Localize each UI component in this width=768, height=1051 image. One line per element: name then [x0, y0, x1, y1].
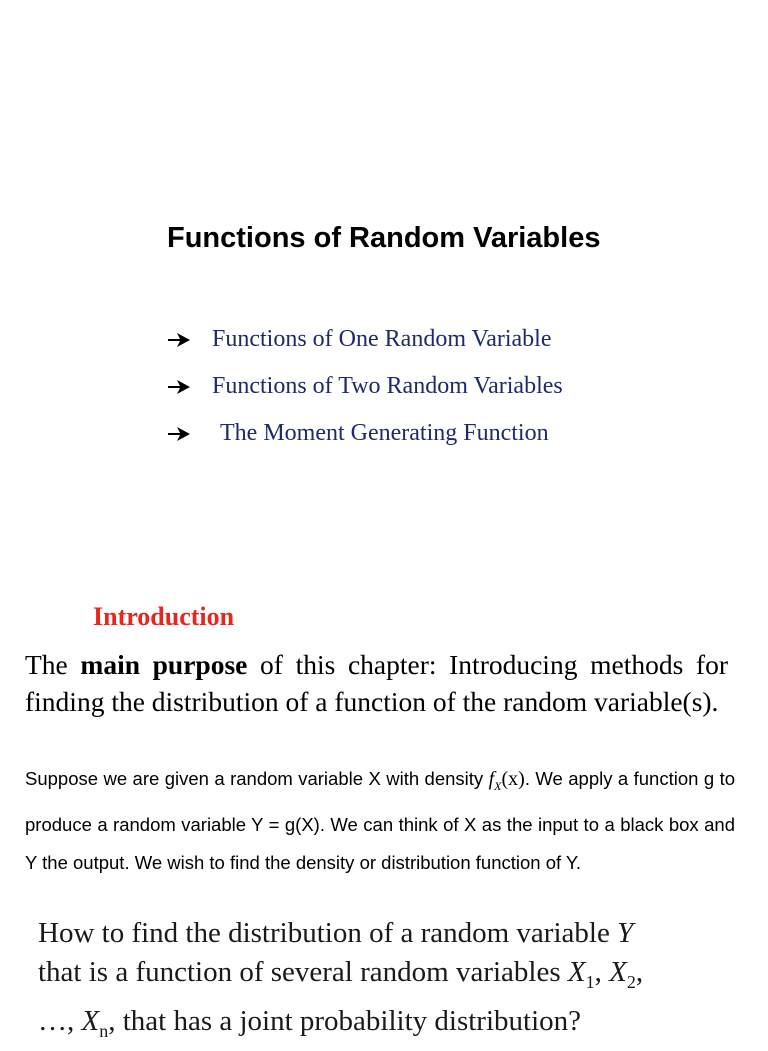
density-formula: [488, 768, 525, 793]
question-var-x2: X: [609, 956, 627, 988]
arrow-bullet-icon: [168, 380, 190, 394]
question-sub-2: 2: [626, 971, 636, 992]
question-comma-2: ,: [108, 1004, 116, 1037]
density-arg: (x): [501, 768, 525, 790]
purpose-paragraph: [25, 646, 728, 720]
purpose-bold: main purpose: [80, 649, 248, 680]
list-item: [168, 410, 563, 457]
question-part-2: that is a function of several random variables: [38, 956, 561, 988]
topic-label: The Moment Generating Function: [220, 420, 549, 446]
topic-list: [168, 316, 563, 457]
arrow-bullet-icon: [168, 427, 190, 441]
suppose-after: . We apply a function g to produce a random variable Y = g(X). We can think of X as the input to a black box and Y the output. We wish to find the density or distribution function of Y.: [25, 768, 736, 873]
list-item: [168, 363, 563, 410]
question-comma: ,: [635, 956, 644, 988]
page-title: Functions of Random Variables: [167, 222, 601, 254]
density-f: f: [488, 768, 495, 790]
topic-label: Functions of Two Random Variables: [212, 373, 563, 399]
purpose-rest: of this chapter: Introducing methods for finding the distribution of a function of the random variable(s).: [25, 649, 728, 717]
section-heading: Introduction: [93, 602, 235, 631]
question-var-x1: X: [567, 956, 586, 988]
question-sep: ,: [594, 956, 610, 988]
question-part-1: How to find the distribution of a random variable: [38, 917, 610, 949]
suppose-before: Suppose we are given a random variable X with density: [25, 768, 484, 789]
list-item: [168, 316, 563, 363]
suppose-paragraph: [25, 760, 735, 883]
question-var-y: Y: [617, 917, 634, 949]
question-paragraph: [38, 914, 738, 1051]
question-var-xn: X: [81, 1004, 100, 1037]
density-sub: X: [494, 779, 502, 793]
arrow-bullet-icon: [168, 333, 190, 347]
purpose-lead: The: [25, 649, 68, 680]
question-part-3: that has a joint probability distribution?: [122, 1004, 582, 1037]
question-sub-1: 1: [585, 971, 595, 992]
question-sub-n: n: [99, 1020, 109, 1041]
question-ellipsis: …,: [38, 1004, 75, 1037]
topic-label: Functions of One Random Variable: [212, 326, 552, 352]
